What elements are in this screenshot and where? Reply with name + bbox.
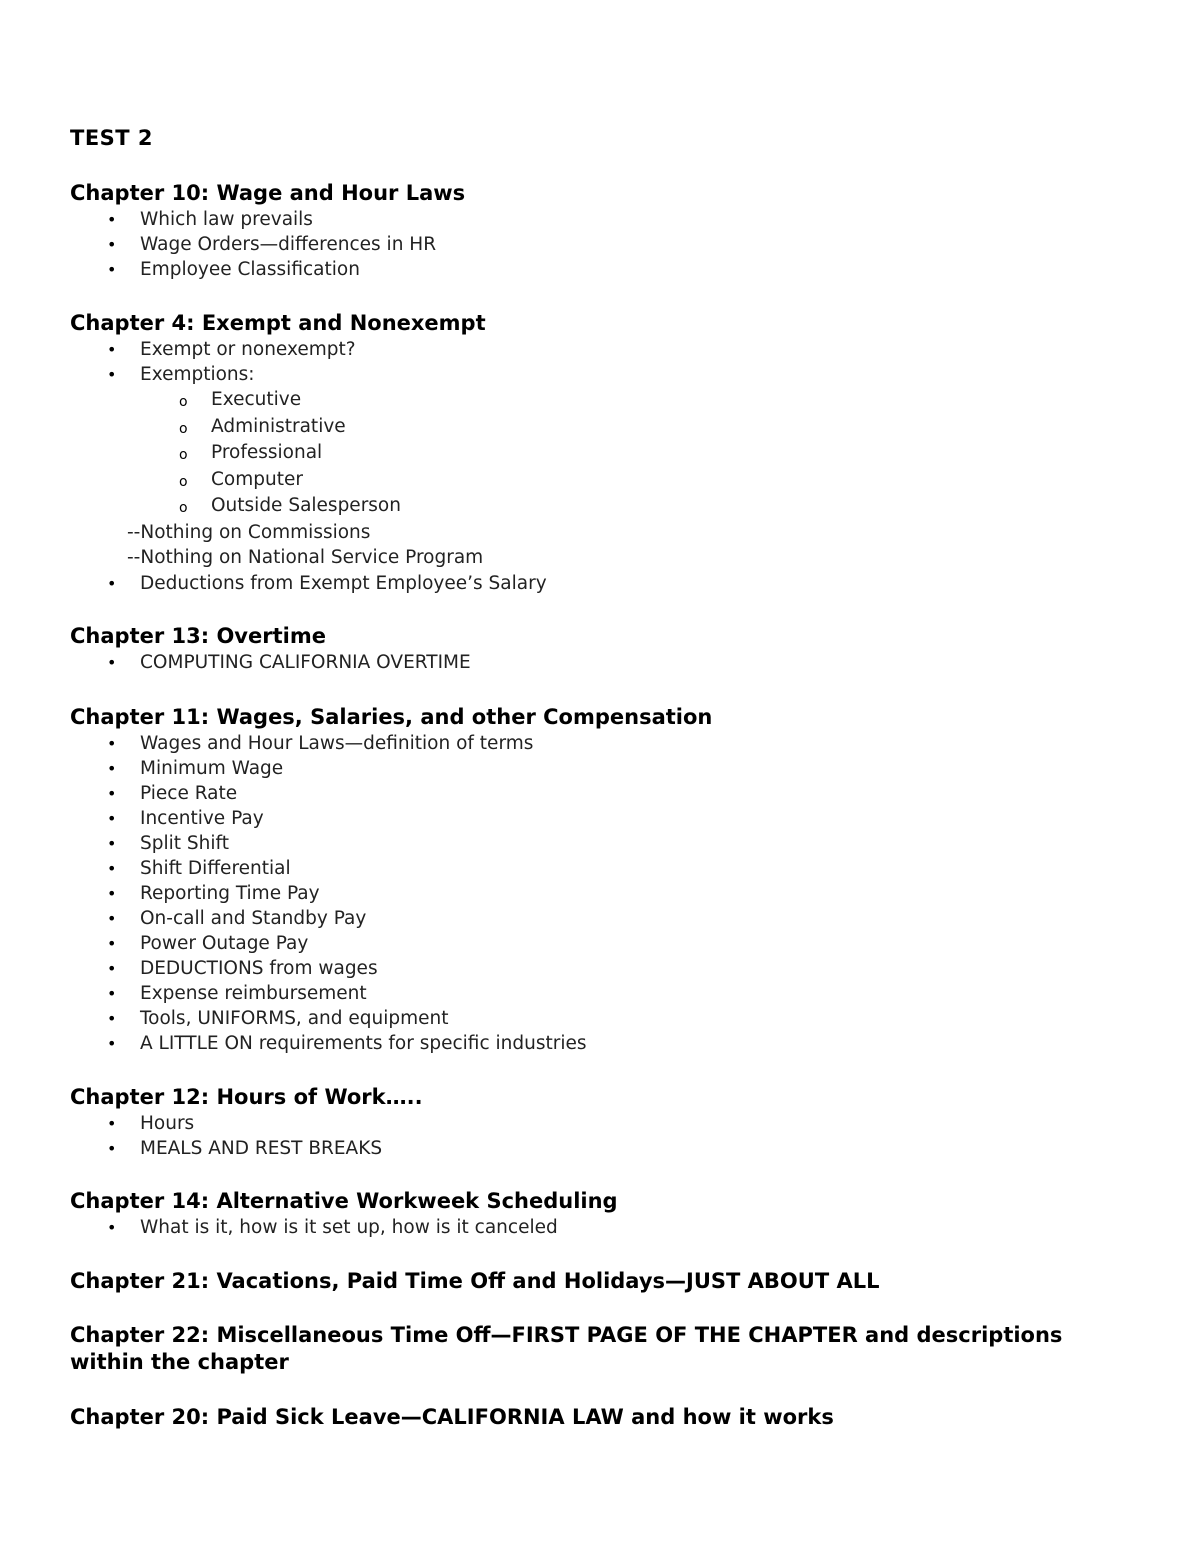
bullet-icon: • <box>107 1114 117 1133</box>
bullet-list <box>70 650 1140 675</box>
circle-bullet-icon: o <box>179 420 188 437</box>
sub-list-item: o Outside Salesperson <box>70 493 1140 520</box>
list-item: • Hours <box>107 1113 195 1134</box>
list-item: • DEDUCTIONS from wages <box>107 958 378 979</box>
section-chapter-22 <box>70 1322 1140 1376</box>
bullet-icon: • <box>107 573 117 593</box>
section-chapter-20 <box>70 1404 1140 1431</box>
section-heading: Chapter 20: Paid Sick Leave—CALIFORNIA LAW and how it works <box>70 1405 834 1429</box>
list-item: • What is it, how is it set up, how is it canceled <box>107 1217 558 1238</box>
list-item: • Piece Rate <box>107 783 238 804</box>
sub-list-item: o Professional <box>70 440 1140 467</box>
bullet-icon: • <box>107 984 117 1003</box>
section-chapter-21 <box>70 1268 1140 1295</box>
list-item: • Power Outage Pay <box>107 933 309 954</box>
sub-list-item: o Computer <box>70 467 1140 494</box>
bullet-icon: • <box>107 1218 117 1237</box>
bullet-icon: • <box>107 759 117 778</box>
list-item: • Deductions from Exempt Employee’s Salary <box>107 572 547 594</box>
circle-bullet-icon: o <box>179 447 188 463</box>
bullet-icon: • <box>107 210 117 229</box>
bullet-icon: • <box>107 340 117 359</box>
circle-bullet-icon: o <box>179 500 188 516</box>
list-item: • Reporting Time Pay <box>107 883 320 904</box>
list-item: • Employee Classification <box>107 259 360 280</box>
list-item: • Expense reimbursement <box>107 983 367 1004</box>
list-item: • Incentive Pay <box>107 808 264 829</box>
bullet-icon: • <box>107 1009 117 1028</box>
bullet-icon: • <box>107 859 117 878</box>
section-heading: Chapter 4: Exempt and Nonexempt <box>70 311 486 335</box>
bullet-icon: • <box>107 959 117 978</box>
bullet-list <box>70 1215 1140 1240</box>
list-item: • A LITTLE ON requirements for specific industries <box>107 1033 587 1054</box>
bullet-list <box>70 571 1140 596</box>
list-item: • Shift Differential <box>107 858 291 879</box>
bullet-list <box>70 337 1140 387</box>
sub-list-item: o Administrative <box>70 414 1140 441</box>
bullet-list <box>70 731 1140 1056</box>
list-item: • On-call and Standby Pay <box>107 908 367 929</box>
section-heading: Chapter 12: Hours of Work….. <box>70 1085 423 1109</box>
bullet-icon: • <box>107 260 117 279</box>
bullet-icon: • <box>107 784 117 803</box>
section-heading: Chapter 10: Wage and Hour Laws <box>70 181 466 205</box>
section-chapter-11 <box>70 704 1140 1056</box>
section-chapter-12 <box>70 1084 1140 1161</box>
section-heading: Chapter 21: Vacations, Paid Time Off and Holidays—JUST ABOUT ALL <box>70 1269 880 1293</box>
section-heading: Chapter 22: Miscellaneous Time Off—FIRST PAGE OF THE CHAPTER and descriptions within the chapter <box>70 1323 1063 1374</box>
bullet-list <box>70 1111 1140 1161</box>
circle-bullet-icon: o <box>179 473 188 490</box>
bullet-icon: • <box>107 653 117 672</box>
list-item: • Wage Orders—differences in HR <box>107 234 437 255</box>
section-chapter-10 <box>70 180 1140 282</box>
sub-list <box>70 387 1140 520</box>
section-heading: Chapter 14: Alternative Workweek Scheduling <box>70 1189 618 1213</box>
section-chapter-13 <box>70 623 1140 675</box>
list-item: • MEALS AND REST BREAKS <box>107 1138 383 1159</box>
note-line: --Nothing on Commissions <box>127 521 371 543</box>
bullet-icon: • <box>107 884 117 903</box>
bullet-icon: • <box>107 834 117 853</box>
list-item: • Split Shift <box>107 833 229 854</box>
circle-bullet-icon: o <box>179 394 188 410</box>
list-item: • Which law prevails <box>107 209 313 230</box>
list-item: • Tools, UNIFORMS, and equipment <box>107 1008 449 1029</box>
list-item: • Minimum Wage <box>107 758 284 779</box>
bullet-icon: • <box>107 1034 117 1053</box>
list-item: • COMPUTING CALIFORNIA OVERTIME <box>107 652 471 673</box>
bullet-icon: • <box>107 934 117 953</box>
bullet-icon: • <box>107 909 117 928</box>
list-item: • Exemptions: <box>107 364 255 385</box>
bullet-icon: • <box>107 235 117 254</box>
bullet-icon: • <box>107 365 117 384</box>
section-chapter-14 <box>70 1188 1140 1240</box>
bullet-icon: • <box>107 1139 117 1158</box>
sub-list-item: o Executive <box>70 387 1140 414</box>
document-title: TEST 2 <box>70 126 154 150</box>
section-chapter-4 <box>70 310 1140 596</box>
bullet-list <box>70 207 1140 282</box>
bullet-icon: • <box>107 809 117 828</box>
bullet-icon: • <box>107 734 117 753</box>
list-item: • Exempt or nonexempt? <box>107 339 356 360</box>
list-item: • Wages and Hour Laws—definition of terms <box>107 733 534 754</box>
section-heading: Chapter 11: Wages, Salaries, and other Compensation <box>70 705 713 729</box>
section-heading: Chapter 13: Overtime <box>70 624 326 648</box>
note-line: --Nothing on National Service Program <box>127 547 484 568</box>
